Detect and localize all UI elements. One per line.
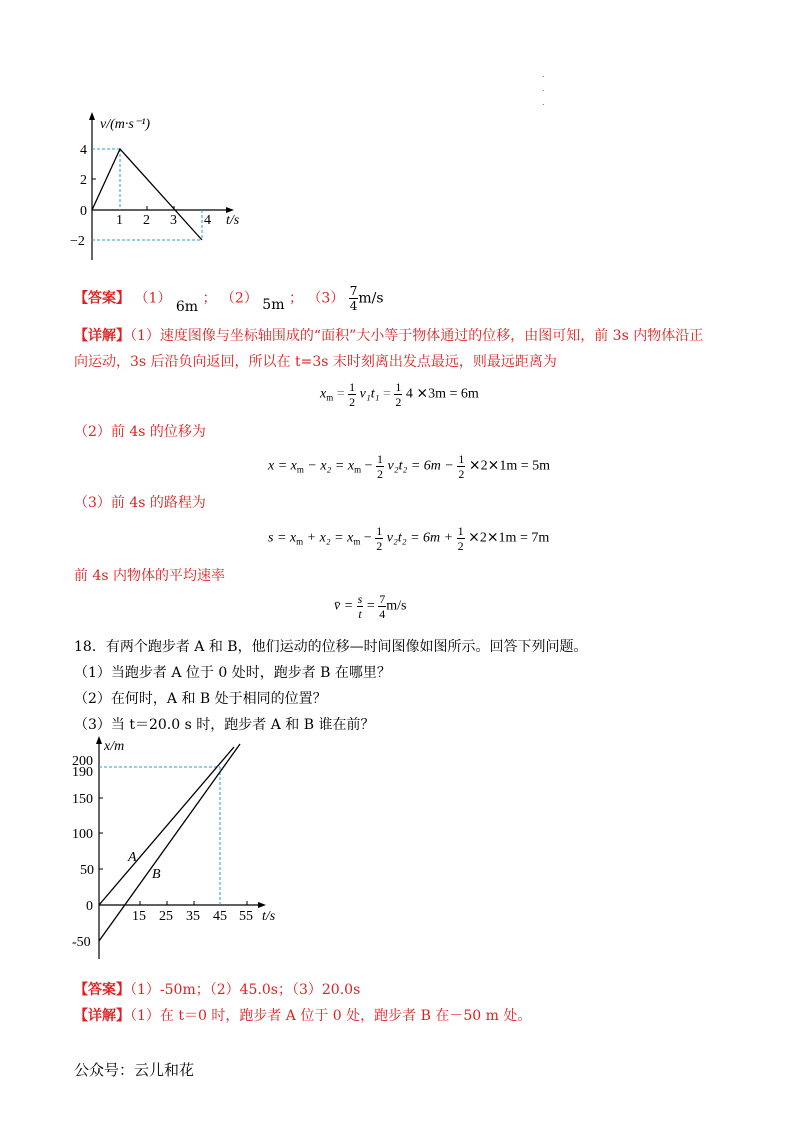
- eq2-half-b: $\frac{1}{2}$: [458, 452, 465, 481]
- eq1-half: $\frac{1}{2}$: [349, 380, 356, 409]
- equation-1: $x_m$ = $\frac{1}{2}$ v₁t₁ = $\frac{1}{2}$ 4 ⨯3m = 6m: [320, 380, 479, 409]
- detail2-line: 【详解】（1）在 t＝0 时，跑步者 A 位于 0 处，跑步者 B 在－50 m 处。: [74, 1008, 532, 1024]
- eq3-half-b: $\frac{1}{2}$: [457, 524, 464, 553]
- eq2-half: $\frac{1}{2}$: [377, 452, 384, 481]
- detail1-part2: （2）前 4s 的位移为: [74, 424, 206, 440]
- g2-y-tick-190: 190: [72, 765, 93, 780]
- eq3-half: $\frac{1}{2}$: [376, 524, 383, 553]
- answer1-v1: 6m: [175, 298, 199, 315]
- g1-y-tick-4: 4: [80, 143, 87, 158]
- g2-label-a: A: [128, 850, 137, 865]
- answer2-tag: 【答案】: [74, 982, 130, 998]
- eq4-st: $\frac{s}{t}$: [357, 592, 363, 621]
- velocity-time-graph: [60, 110, 290, 270]
- g2-x-tick-45: 45: [213, 909, 227, 924]
- footer-text: 公众号：云儿和花: [74, 1061, 195, 1079]
- g1-x-label: t/s: [226, 213, 240, 228]
- detail1-tag: 【详解】: [74, 328, 130, 344]
- g2-y-arrow: [96, 736, 102, 744]
- g2-y-tick-50: 50: [80, 863, 94, 878]
- detail2-tag: 【详解】: [74, 1008, 130, 1024]
- answer1-v2: 5m: [262, 296, 285, 313]
- g1-x-tick-3: 3: [170, 213, 177, 228]
- equation-3: $s = x_m + x_2 = x_m$ − $\frac{1}{2}$ v₂t₂ = 6m + $\frac{1}{2}$ ⨯2⨯1m = 7m: [268, 524, 550, 553]
- g2-line-a: [99, 747, 234, 905]
- g2-y-tick-200: 200: [72, 754, 93, 769]
- g2-x-label: t/s: [262, 909, 276, 924]
- detail1-line2: 向运动，3s 后沿负向返回，所以在 t=3s 末时刻离出发点最远，则最远距离为: [74, 354, 557, 370]
- eq4-frac: $\frac{7}{4}$: [379, 592, 386, 621]
- g1-x-tick-1: 1: [116, 213, 123, 228]
- g2-y-tick-m50: -50: [72, 935, 91, 950]
- equation-2: $x = x_m - x_2 = x_m$ − $\frac{1}{2}$ v₂t₂ = 6m − $\frac{1}{2}$ ⨯2⨯1m = 5m: [268, 452, 550, 481]
- q18-q1: （1）当跑步者 A 位于 0 处时，跑步者 B 在哪里？: [74, 665, 391, 681]
- answer1-v3-frac: $\frac{7}{4}$: [349, 284, 358, 313]
- g1-x-tick-4: 4: [204, 213, 211, 228]
- g2-x-tick-25: 25: [159, 909, 173, 924]
- detail1-part3: （3）前 4s 的路程为: [74, 495, 206, 511]
- g2-x-tick-15: 15: [132, 909, 146, 924]
- g2-y-tick-150: 150: [72, 792, 93, 807]
- g2-x-arrow: [258, 902, 266, 908]
- g2-label-b: B: [152, 867, 161, 882]
- g2-x-tick-55: 55: [239, 909, 253, 924]
- corner-dots: . . .: [542, 70, 545, 107]
- g2-y-tick-100: 100: [72, 827, 93, 842]
- eq1-half-b: $\frac{1}{2}$: [395, 380, 402, 409]
- detail1-line1: 【详解】（1）速度图像与坐标轴围成的“面积”大小等于物体通过的位移，由图可知，前 3s 内物体沿正: [74, 328, 704, 344]
- g2-y-label: x/m: [104, 739, 125, 754]
- equation-4: v̄ = $\frac{s}{t}$ = $\frac{7}{4}$ m/s: [334, 592, 407, 621]
- position-time-graph: [64, 734, 294, 966]
- g1-y-tick-m2: −2: [70, 234, 85, 249]
- q18-q2: （2）在何时，A 和 B 处于相同的位置？: [74, 691, 327, 707]
- answer1-tag: 【答案】: [74, 290, 130, 307]
- g1-y-tick-0: 0: [80, 204, 87, 219]
- g1-y-arrow: [89, 112, 95, 120]
- g1-x-tick-2: 2: [143, 213, 150, 228]
- answer2-line: 【答案】（1）-50m；（2）45.0s；（3）20.0s: [74, 982, 361, 998]
- detail1-avg-text: 前 4s 内物体的平均速率: [74, 568, 225, 584]
- g2-y-tick-0: 0: [86, 899, 93, 914]
- g2-x-tick-35: 35: [186, 909, 200, 924]
- q18-title: 18．有两个跑步者 A 和 B，他们运动的位移—时间图像如图所示。回答下列问题。: [74, 639, 588, 655]
- g1-y-tick-2: 2: [80, 173, 87, 188]
- q18-q3: （3）当 t＝20.0 s 时，跑步者 A 和 B 谁在前？: [74, 717, 375, 733]
- answer1-line: 【答案】 （1） 6m ； （2） 5m ； （3） $\frac{7}{4}$ m/s: [74, 284, 384, 315]
- g1-y-label: v/(m·s⁻¹): [100, 117, 151, 132]
